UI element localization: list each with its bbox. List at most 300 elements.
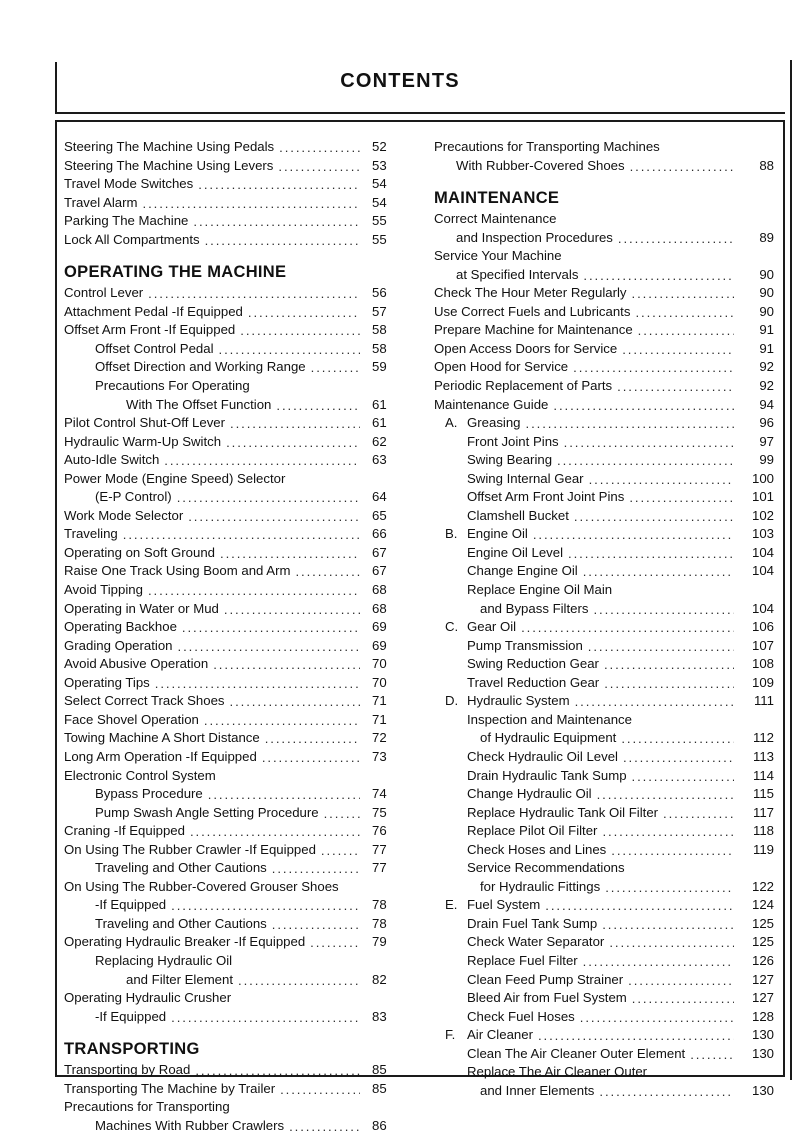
dot-leader	[290, 475, 360, 488]
toc-entry-label: Check Fuel Hoses	[467, 1008, 575, 1024]
toc-entry-page-number: 70	[372, 674, 387, 690]
toc-entry[interactable]	[64, 618, 404, 637]
dot-leader	[171, 1013, 360, 1026]
toc-entry-label: and Filter Element	[126, 971, 234, 987]
toc-entry[interactable]	[434, 859, 774, 878]
toc-entry-page-number: 61	[372, 415, 387, 431]
toc-entry[interactable]	[64, 507, 404, 526]
toc-entry-label: Travel Mode Switches	[64, 176, 194, 192]
toc-entry[interactable]	[434, 767, 774, 786]
toc-entry[interactable]	[434, 748, 774, 767]
toc-entry-page-number: 109	[751, 674, 774, 690]
toc-entry[interactable]	[434, 488, 774, 507]
dot-leader	[171, 902, 360, 915]
toc-entry[interactable]	[434, 692, 774, 711]
toc-entry-label: Correct Maintenance	[434, 211, 557, 227]
section-heading-maintenance: MAINTENANCE	[434, 189, 560, 208]
toc-entry-page-number: 68	[372, 582, 387, 598]
toc-entry-label: Swing Internal Gear	[467, 470, 584, 486]
toc-entry-page-number: 127	[751, 990, 774, 1006]
dot-leader	[148, 290, 360, 303]
toc-entry-marker: F.	[445, 1027, 456, 1043]
toc-entry[interactable]	[434, 989, 774, 1008]
toc-entry[interactable]	[64, 896, 404, 915]
toc-entry-page-number: 77	[372, 841, 387, 857]
toc-entry-page-number: 130	[751, 1027, 774, 1043]
toc-entry[interactable]	[434, 470, 774, 489]
toc-entry-page-number: 70	[372, 656, 387, 672]
toc-entry-label: Swing Bearing	[467, 452, 553, 468]
dot-leader	[580, 1013, 734, 1026]
toc-entry-label: Operating on Soft Ground	[64, 544, 216, 560]
toc-entry-label: Craning -If Equipped	[64, 823, 185, 839]
toc-entry-page-number: 72	[372, 730, 387, 746]
toc-entry-label: Precautions for Transporting	[64, 1099, 230, 1115]
toc-entry-label: Lock All Compartments	[64, 231, 200, 247]
toc-entry-page-number: 90	[759, 266, 774, 282]
dot-leader	[632, 995, 734, 1008]
toc-entry-page-number: 56	[372, 285, 387, 301]
toc-entry[interactable]	[434, 266, 774, 285]
toc-entry[interactable]	[434, 507, 774, 526]
toc-entry-label: With The Offset Function	[126, 396, 272, 412]
toc-entry[interactable]	[434, 433, 774, 452]
toc-entry-page-number: 59	[372, 359, 387, 375]
toc-entry[interactable]	[434, 841, 774, 860]
toc-entry[interactable]	[64, 284, 404, 303]
toc-entry-page-number: 97	[759, 433, 774, 449]
dot-leader	[604, 661, 734, 674]
toc-entry-label: Hydraulic Warm-Up Switch	[64, 433, 222, 449]
dot-leader	[628, 976, 734, 989]
toc-entry[interactable]	[64, 711, 404, 730]
toc-entry-page-number: 67	[372, 544, 387, 560]
dot-leader	[521, 624, 734, 637]
dot-leader	[533, 531, 734, 544]
toc-entry-label: Maintenance Guide	[434, 396, 549, 412]
toc-entry-label: Avoid Abusive Operation	[64, 656, 209, 672]
dot-leader	[545, 902, 734, 915]
toc-entry-page-number: 100	[751, 470, 774, 486]
toc-entry-page-number: 57	[372, 303, 387, 319]
toc-entry[interactable]	[434, 1045, 774, 1064]
toc-entry-page-number: 125	[751, 934, 774, 950]
dot-leader	[279, 144, 360, 157]
toc-entry-label: Inspection and Maintenance	[467, 711, 632, 727]
toc-entry-label: and Inner Elements	[480, 1082, 595, 1098]
toc-entry-page-number: 101	[751, 489, 774, 505]
toc-entry-label: Service Your Machine	[434, 248, 562, 264]
toc-entry-label: Operating Hydraulic Crusher	[64, 990, 232, 1006]
toc-entry-label: Bypass Procedure	[95, 786, 203, 802]
toc-entry-label: Control Lever	[64, 285, 144, 301]
toc-entry-label: Traveling	[64, 526, 118, 542]
toc-entry[interactable]	[434, 729, 774, 748]
toc-entry[interactable]	[434, 674, 774, 693]
dot-leader	[208, 791, 360, 804]
dot-leader	[637, 716, 734, 729]
toc-entry-page-number: 58	[372, 322, 387, 338]
dot-leader	[583, 271, 734, 284]
toc-entry[interactable]	[434, 284, 774, 303]
dot-leader	[629, 494, 734, 507]
toc-entry-label: Machines With Rubber Crawlers	[95, 1117, 285, 1133]
dot-leader	[324, 809, 360, 822]
toc-entry-label: Replace Fuel Filter	[467, 952, 578, 968]
toc-entry-label: of Hydraulic Equipment	[480, 730, 617, 746]
toc-entry[interactable]	[434, 340, 774, 359]
toc-entry-page-number: 115	[752, 786, 774, 802]
toc-entry-label: Pump Transmission	[467, 637, 583, 653]
toc-entry-page-number: 94	[759, 396, 774, 412]
toc-entry-page-number: 104	[751, 600, 774, 616]
toc-entry-marker: D.	[445, 693, 459, 709]
toc-entry[interactable]	[434, 600, 774, 619]
dot-leader	[597, 791, 734, 804]
dot-leader	[262, 754, 360, 767]
toc-entry[interactable]	[64, 1061, 404, 1080]
toc-entry[interactable]	[64, 321, 404, 340]
toc-entry[interactable]	[64, 525, 404, 544]
toc-entry[interactable]	[434, 1063, 774, 1082]
dot-leader	[198, 181, 360, 194]
dot-leader	[602, 920, 734, 933]
toc-entry[interactable]	[434, 785, 774, 804]
toc-entry[interactable]	[434, 321, 774, 340]
toc-entry[interactable]	[64, 1098, 404, 1117]
toc-entry-label: Check Hoses and Lines	[467, 841, 607, 857]
toc-entry-label: Steering The Machine Using Levers	[64, 157, 274, 173]
dot-leader	[605, 883, 734, 896]
toc-entry[interactable]	[64, 175, 404, 194]
toc-entry-label: Fuel System	[467, 897, 541, 913]
toc-entry[interactable]	[434, 1082, 774, 1101]
toc-entry-label: for Hydraulic Fittings	[480, 878, 601, 894]
dot-leader	[220, 549, 360, 562]
dot-leader	[276, 401, 360, 414]
toc-entry-page-number: 71	[372, 693, 387, 709]
toc-entry[interactable]	[434, 396, 774, 415]
toc-entry[interactable]	[64, 878, 404, 897]
dot-leader	[538, 1032, 734, 1045]
toc-entry[interactable]	[64, 377, 404, 396]
toc-entry-page-number: 66	[372, 526, 387, 542]
toc-entry-label: -If Equipped	[95, 897, 167, 913]
dot-leader	[593, 605, 734, 618]
toc-entry[interactable]	[64, 989, 404, 1008]
dot-leader	[248, 308, 360, 321]
toc-entry[interactable]	[434, 210, 774, 229]
dot-leader	[219, 345, 360, 358]
toc-entry[interactable]	[64, 971, 404, 990]
toc-entry[interactable]	[434, 971, 774, 990]
toc-entry[interactable]	[434, 581, 774, 600]
toc-column-left	[64, 138, 404, 1135]
toc-entry-label: Parking The Machine	[64, 213, 189, 229]
toc-entry[interactable]	[434, 303, 774, 322]
section-heading-operating-the-machine: OPERATING THE MACHINE	[64, 263, 287, 282]
toc-entry-label: Attachment Pedal -If Equipped	[64, 303, 243, 319]
toc-entry[interactable]	[434, 804, 774, 823]
dot-leader	[575, 698, 734, 711]
dot-leader	[143, 199, 360, 212]
dot-leader	[622, 345, 734, 358]
dot-leader	[630, 865, 734, 878]
dot-leader	[193, 218, 360, 231]
dot-leader	[561, 216, 734, 229]
dot-leader	[226, 438, 360, 451]
toc-entry-label: Front Joint Pins	[467, 433, 559, 449]
toc-entry-label: Transporting The Machine by Trailer	[64, 1080, 276, 1096]
toc-entry[interactable]	[64, 340, 404, 359]
dot-leader	[635, 308, 734, 321]
toc-entry[interactable]	[64, 600, 404, 619]
toc-entry-label: (E-P Control)	[95, 489, 172, 505]
toc-entry[interactable]	[64, 692, 404, 711]
toc-entry[interactable]	[64, 674, 404, 693]
toc-entry[interactable]	[64, 157, 404, 176]
toc-entry[interactable]	[64, 433, 404, 452]
toc-entry-page-number: 69	[372, 619, 387, 635]
toc-entry-label: Gear Oil	[467, 619, 517, 635]
toc-entry-page-number: 82	[372, 971, 387, 987]
dot-leader	[617, 587, 734, 600]
toc-entry-label: Periodic Replacement of Parts	[434, 378, 613, 394]
toc-entry[interactable]	[434, 1008, 774, 1027]
toc-entry[interactable]	[64, 1008, 404, 1027]
toc-entry-label: Offset Arm Front -If Equipped	[64, 322, 236, 338]
toc-entry[interactable]	[64, 841, 404, 860]
toc-columns	[0, 138, 800, 1135]
toc-entry[interactable]	[434, 451, 774, 470]
dot-leader	[278, 162, 360, 175]
toc-entry-label: Drain Hydraulic Tank Sump	[467, 767, 627, 783]
toc-entry[interactable]	[434, 544, 774, 563]
dot-leader	[583, 958, 734, 971]
toc-entry-page-number: 53	[372, 157, 387, 173]
toc-entry-label: Hydraulic System	[467, 693, 570, 709]
toc-entry-label: Air Cleaner	[467, 1027, 533, 1043]
toc-entry[interactable]	[64, 933, 404, 952]
toc-entry[interactable]	[64, 303, 404, 322]
dot-leader	[599, 1087, 734, 1100]
toc-entry-page-number: 130	[751, 1045, 774, 1061]
toc-entry[interactable]	[64, 194, 404, 213]
toc-entry-label: Use Correct Fuels and Lubricants	[434, 303, 631, 319]
toc-column-right	[434, 138, 774, 1135]
toc-entry-page-number: 126	[751, 952, 774, 968]
toc-entry[interactable]	[64, 729, 404, 748]
toc-entry[interactable]	[434, 1026, 774, 1045]
toc-entry-page-number: 91	[759, 322, 774, 338]
toc-entry[interactable]	[434, 822, 774, 841]
toc-entry-page-number: 124	[751, 897, 774, 913]
dot-leader	[289, 1122, 360, 1135]
toc-entry-page-number: 130	[751, 1082, 774, 1098]
dot-leader	[573, 364, 734, 377]
toc-entry-page-number: 108	[751, 656, 774, 672]
toc-entry[interactable]	[64, 488, 404, 507]
dot-leader	[155, 679, 360, 692]
toc-entry[interactable]	[64, 414, 404, 433]
dot-leader	[240, 327, 360, 340]
toc-entry-label: Prepare Machine for Maintenance	[434, 322, 633, 338]
dot-leader	[230, 420, 360, 433]
toc-entry[interactable]	[64, 822, 404, 841]
toc-entry[interactable]	[64, 859, 404, 878]
toc-entry[interactable]	[434, 247, 774, 266]
toc-entry-label: Drain Fuel Tank Sump	[467, 915, 598, 931]
toc-entry[interactable]	[434, 562, 774, 581]
dot-leader	[663, 809, 734, 822]
dot-leader	[221, 772, 360, 785]
toc-entry[interactable]	[64, 655, 404, 674]
dot-leader	[237, 958, 360, 971]
dot-leader	[224, 605, 360, 618]
toc-entry-page-number: 92	[759, 378, 774, 394]
toc-entry[interactable]	[434, 358, 774, 377]
dot-leader	[195, 1067, 360, 1080]
toc-entry-label: Raise One Track Using Boom and Arm	[64, 563, 291, 579]
toc-entry[interactable]	[434, 915, 774, 934]
toc-entry[interactable]	[434, 377, 774, 396]
toc-entry[interactable]	[64, 544, 404, 563]
toc-entry[interactable]	[64, 396, 404, 415]
toc-entry[interactable]	[434, 896, 774, 915]
toc-entry-label: Offset Direction and Working Range	[95, 359, 306, 375]
toc-entry-page-number: 112	[752, 730, 774, 746]
toc-entry-label: Long Arm Operation -If Equipped	[64, 748, 257, 764]
toc-entry[interactable]	[434, 933, 774, 952]
toc-entry[interactable]	[434, 952, 774, 971]
toc-entry-page-number: 113	[752, 748, 774, 764]
toc-entry-marker: B.	[445, 526, 458, 542]
toc-entry[interactable]	[434, 229, 774, 248]
toc-entry-label: Avoid Tipping	[64, 582, 143, 598]
toc-entry[interactable]	[64, 1080, 404, 1099]
toc-entry[interactable]	[64, 952, 404, 971]
dot-leader	[204, 716, 360, 729]
toc-entry-page-number: 54	[372, 194, 387, 210]
toc-entry-label: Greasing	[467, 415, 521, 431]
toc-entry[interactable]	[64, 231, 404, 250]
toc-entry[interactable]	[434, 878, 774, 897]
dot-leader	[623, 754, 734, 767]
toc-entry-label: Towing Machine A Short Distance	[64, 730, 260, 746]
dot-leader	[602, 828, 734, 841]
toc-entry[interactable]	[434, 618, 774, 637]
toc-entry[interactable]	[64, 748, 404, 767]
toc-entry-page-number: 62	[372, 433, 387, 449]
dot-leader	[588, 642, 734, 655]
toc-entry-label: Traveling and Other Cautions	[95, 915, 267, 931]
toc-entry[interactable]	[64, 637, 404, 656]
toc-entry-label: Clamshell Bucket	[467, 507, 569, 523]
toc-entry-label: -If Equipped	[95, 1008, 167, 1024]
toc-entry[interactable]	[64, 451, 404, 470]
toc-entry[interactable]	[64, 470, 404, 489]
toc-entry[interactable]	[64, 358, 404, 377]
toc-entry[interactable]	[434, 414, 774, 433]
toc-entry-page-number: 90	[759, 285, 774, 301]
toc-entry-page-number: 128	[751, 1008, 774, 1024]
toc-entry-page-number: 64	[372, 489, 387, 505]
toc-entry-label: Open Hood for Service	[434, 359, 569, 375]
toc-entry[interactable]	[434, 138, 774, 157]
toc-entry-marker: A.	[445, 415, 458, 431]
toc-entry-label: On Using The Rubber Crawler -If Equipped	[64, 841, 316, 857]
toc-entry-page-number: 86	[372, 1117, 387, 1133]
toc-entry-page-number: 85	[372, 1080, 387, 1096]
toc-entry-label: Check Water Separator	[467, 934, 605, 950]
dot-leader	[567, 253, 734, 266]
toc-entry-label: Clean Feed Pump Strainer	[467, 971, 624, 987]
toc-entry-label: Operating in Water or Mud	[64, 600, 219, 616]
toc-entry[interactable]	[64, 562, 404, 581]
toc-entry[interactable]	[64, 1117, 404, 1135]
toc-entry-label: Travel Alarm	[64, 194, 138, 210]
toc-entry[interactable]	[64, 767, 404, 786]
toc-entry[interactable]	[434, 525, 774, 544]
toc-entry-page-number: 76	[372, 823, 387, 839]
toc-entry-page-number: 58	[372, 340, 387, 356]
toc-entry-page-number: 89	[759, 229, 774, 245]
toc-entry-page-number: 67	[372, 563, 387, 579]
toc-entry-label: Open Access Doors for Service	[434, 340, 618, 356]
toc-entry-page-number: 118	[752, 823, 774, 839]
dot-leader	[344, 883, 360, 896]
toc-entry-label: Steering The Machine Using Pedals	[64, 139, 275, 154]
dot-leader	[630, 162, 734, 175]
toc-entry-label: Operating Backhoe	[64, 619, 177, 635]
toc-entry-label: Replace Engine Oil Main	[467, 582, 613, 598]
toc-entry-page-number: 107	[751, 637, 774, 653]
toc-entry-label: Clean The Air Cleaner Outer Element	[467, 1045, 686, 1061]
toc-entry-page-number: 61	[372, 396, 387, 412]
dot-leader	[621, 735, 734, 748]
toc-entry[interactable]	[434, 655, 774, 674]
toc-entry-page-number: 63	[372, 452, 387, 468]
dot-leader	[604, 679, 734, 692]
dot-leader	[272, 865, 360, 878]
toc-entry-label: Work Mode Selector	[64, 507, 184, 523]
toc-entry[interactable]	[64, 212, 404, 231]
toc-entry-label: Service Recommendations	[467, 860, 625, 876]
toc-entry-page-number: 78	[372, 897, 387, 913]
dot-leader	[638, 327, 734, 340]
toc-entry[interactable]	[434, 711, 774, 730]
toc-entry-label: Power Mode (Engine Speed) Selector	[64, 470, 286, 486]
toc-entry[interactable]	[64, 785, 404, 804]
toc-entry-label: Check Hydraulic Oil Level	[467, 748, 618, 764]
toc-entry-label: Engine Oil Level	[467, 544, 564, 560]
dot-leader	[272, 920, 360, 933]
toc-entry[interactable]	[64, 138, 404, 157]
toc-entry[interactable]	[64, 915, 404, 934]
dot-leader	[665, 144, 734, 157]
toc-entry-label: Operating Tips	[64, 674, 150, 690]
dot-leader	[213, 661, 360, 674]
toc-entry[interactable]	[434, 637, 774, 656]
dot-leader	[526, 420, 734, 433]
dot-leader	[190, 828, 360, 841]
toc-entry[interactable]	[64, 581, 404, 600]
toc-entry[interactable]	[434, 157, 774, 176]
toc-entry-page-number: 96	[759, 415, 774, 431]
toc-entry-page-number: 77	[372, 860, 387, 876]
dot-leader	[609, 939, 734, 952]
toc-entry[interactable]	[64, 804, 404, 823]
